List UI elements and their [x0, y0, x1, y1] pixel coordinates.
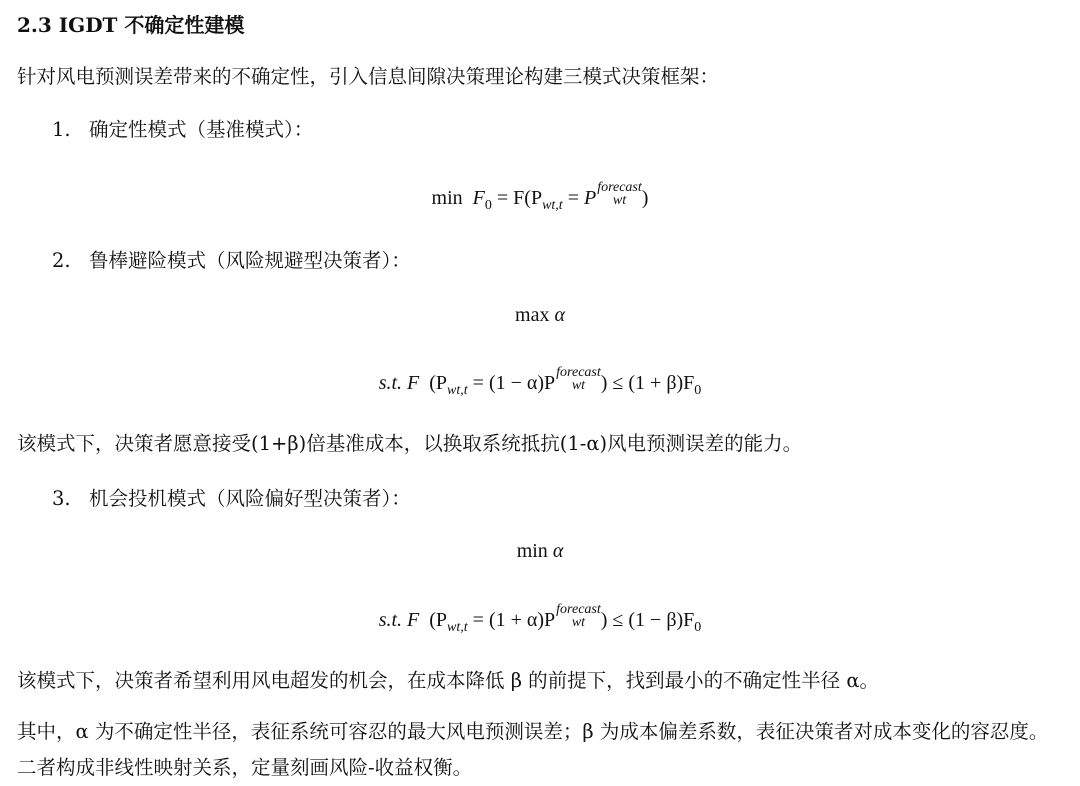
equation-deterministic: $\min F_0 = F(P_{wt,t} = P$ forecast wt ): [431, 180, 649, 213]
mode-2-label: 鲁棒避险模式（风险规避型决策者）：: [89, 249, 411, 272]
mode-1-number: 1.: [52, 118, 71, 141]
opportunity-mode-note: 该模式下，决策者希望利用风电超发的机会，在成本降低 β 的前提下，找到最小的不确定性半径 α。: [17, 669, 880, 692]
equation-opportunity-objective: min α: [516, 540, 564, 562]
section-heading: 2.3 IGDT 不确定性建模: [17, 13, 245, 37]
equation-robust-constraint: s.t. F ($P_{wt,t} = (1 - \alpha)P$ forecast wt ) ≤ $(1 + \beta)F_0$: [378, 365, 702, 398]
equation-robust-objective: max α: [515, 304, 565, 326]
intro-paragraph: 针对风电预测误差带来的不确定性，引入信息间隙决策理论构建三模式决策框架：: [17, 65, 720, 88]
mode-1-title: [52, 115, 313, 145]
conclusion-paragraph: 其中，α 为不确定性半径，表征系统可容忍的最大风电预测误差；β 为成本偏差系数，表征决策者对成本变化的容忍度。二者构成非线性映射关系，定量刻画风险-收益权衡。: [17, 720, 1049, 779]
mode-3-label: 机会投机模式（风险偏好型决策者）：: [89, 487, 411, 510]
robust-mode-note: 该模式下，决策者愿意接受(1+β)倍基准成本，以换取系统抵抗(1-α)风电预测误差的能力。: [17, 432, 803, 455]
mode-3-title: [52, 484, 411, 514]
equation-opportunity-constraint: s.t. F ($P_{wt,t} = (1 + \alpha)P$ forecast wt ) ≤ $(1 - \beta)F_0$: [378, 602, 702, 635]
mode-1-label: 确定性模式（基准模式）：: [89, 118, 314, 141]
mode-2-title: [52, 246, 411, 276]
mode-3-number: 3.: [52, 487, 71, 510]
mode-2-number: 2.: [52, 249, 71, 272]
